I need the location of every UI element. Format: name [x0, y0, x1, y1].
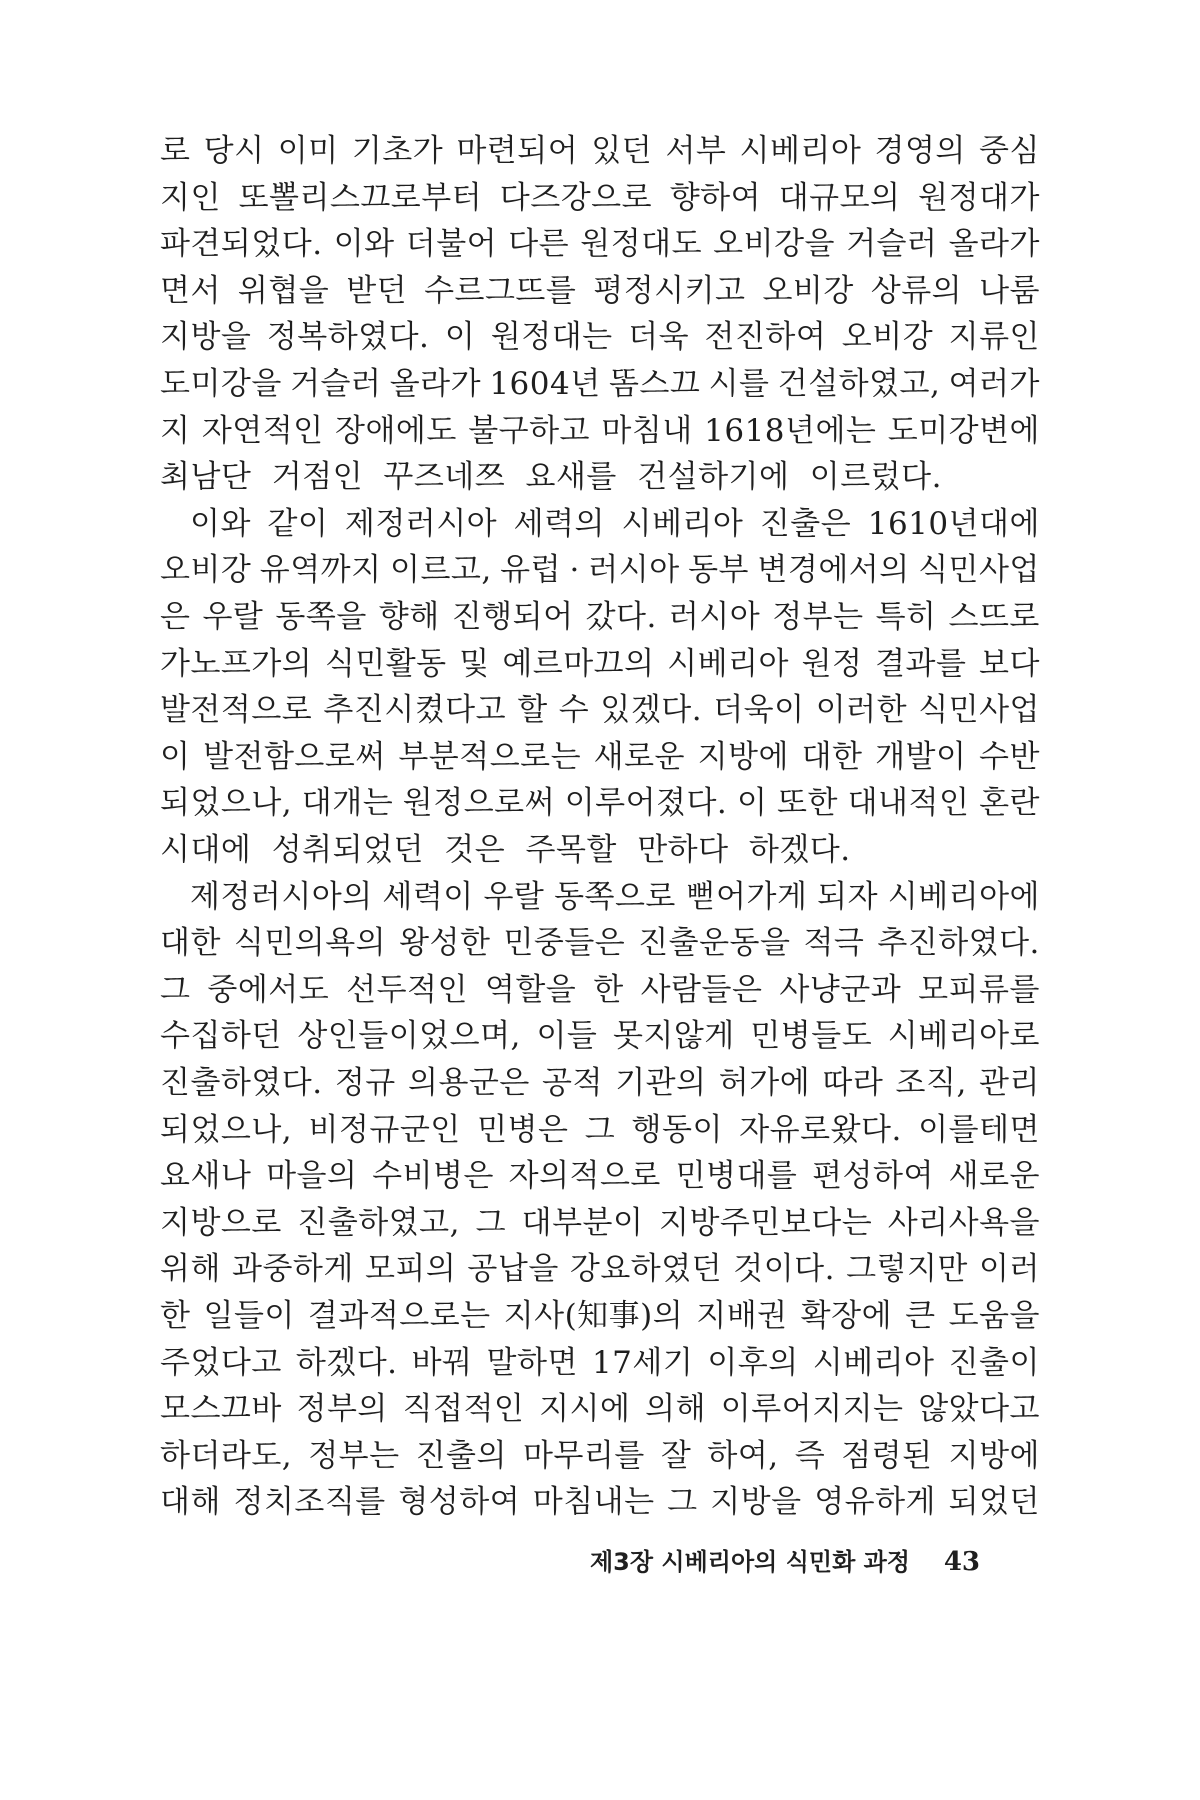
word: 및 — [459, 645, 490, 682]
word: 바꿔 — [411, 1344, 473, 1381]
word: 과중하게 — [232, 1251, 354, 1288]
word: 잘 — [660, 1437, 692, 1474]
word: 이미 — [277, 133, 339, 169]
word: 진출하였고, — [297, 1204, 460, 1241]
word: 것이다. — [733, 1251, 835, 1288]
word: 유역까지 — [259, 552, 382, 589]
word: 도움을 — [948, 1298, 1040, 1334]
word: 위협을 — [237, 272, 330, 309]
word: 대한 — [801, 738, 863, 775]
text-line — [160, 1060, 1040, 1106]
word: 시베리아로 — [887, 1018, 1040, 1055]
word: 이 — [736, 785, 768, 822]
word: 즉 — [794, 1437, 826, 1474]
text-line — [160, 1200, 1040, 1246]
word: 새로운 — [948, 1158, 1040, 1195]
word: 17세기 — [591, 1344, 694, 1381]
word: 이루어졌다. — [564, 785, 728, 822]
word: 다즈강으로 — [499, 179, 653, 216]
word: 오비강 — [160, 552, 252, 589]
word: 이르고, — [390, 552, 492, 589]
word: 진출은 — [759, 505, 852, 542]
word: 다른 — [508, 226, 570, 263]
word: 향해 — [378, 599, 440, 635]
word: 나룸 — [979, 272, 1040, 309]
word: 이를테면 — [918, 1111, 1040, 1148]
word: 그렇지만 — [846, 1251, 968, 1288]
word: 행동이 — [631, 1111, 723, 1148]
text-line — [160, 1340, 1040, 1386]
word: 지방에 — [948, 1437, 1040, 1474]
word: 정규 — [334, 1065, 396, 1101]
word: 수비병은 — [372, 1158, 494, 1195]
word: 지방으로 — [160, 1204, 282, 1241]
word: 시베리아 — [621, 505, 744, 542]
word: 서부 — [665, 133, 727, 169]
word: 진출하였다. — [160, 1065, 323, 1101]
word: 따라 — [822, 1065, 884, 1101]
word: 요새나 — [160, 1158, 252, 1195]
word: 모피류를 — [918, 971, 1040, 1008]
word: 대개는 — [301, 785, 394, 822]
word: 도미강변에 — [887, 412, 1040, 449]
word: 이러 — [979, 1251, 1040, 1288]
word: 그 — [160, 971, 191, 1008]
word: 기초가 — [351, 133, 444, 169]
word: 하여, — [707, 1437, 779, 1474]
word: 정치조직를 — [233, 1484, 386, 1521]
word: 지방을 — [710, 1484, 802, 1521]
word: 혼란 — [979, 785, 1040, 822]
word: 일들이 — [203, 1298, 295, 1334]
word: 세력이 — [382, 878, 474, 915]
word: 자연적인 — [201, 412, 324, 449]
word: 지사(知事)의 — [503, 1298, 684, 1334]
word: 되었으나, — [160, 1111, 293, 1148]
word: 시베리아 — [739, 133, 862, 169]
text-line — [160, 967, 1040, 1013]
word: 마침내 — [601, 412, 693, 449]
word: 민병들도 — [750, 1018, 873, 1055]
word: 마련되어 — [456, 133, 579, 169]
word: 똠스끄 — [608, 366, 701, 402]
word: 스뜨로 — [948, 599, 1040, 635]
word: 원정으로써 — [402, 785, 556, 822]
word: 거슬러 — [846, 226, 938, 263]
word: 상류의 — [870, 272, 963, 309]
word: 올라가 — [948, 226, 1040, 263]
word: 할 — [517, 692, 548, 729]
word: 시베리아에 — [887, 878, 1040, 915]
word: 수 — [558, 692, 590, 729]
word: 새로운 — [593, 738, 685, 775]
word: 지배권 — [696, 1298, 788, 1334]
word: 원정대도 — [580, 226, 703, 263]
word: 의해 — [645, 1391, 707, 1428]
word: 한 — [593, 971, 624, 1008]
word: 원정대는 — [490, 319, 613, 356]
word: 러시아 — [668, 599, 761, 635]
word: 이후의 — [707, 1344, 799, 1381]
word: 마을의 — [266, 1158, 358, 1195]
word: 모스끄바 — [160, 1391, 282, 1428]
text-line — [160, 501, 1040, 547]
word: 않았다고 — [918, 1391, 1040, 1428]
text-line — [160, 314, 1040, 360]
text-line: 최남단 거점인 꾸즈네쯔 요새를 건설하기에 이르렀다. — [160, 459, 942, 496]
word: 형성하여 — [398, 1484, 521, 1521]
word: 대해 — [160, 1484, 221, 1521]
word: 또한 — [777, 785, 838, 822]
word: 지방에 — [697, 738, 789, 775]
word: 가노프가의 — [160, 645, 313, 682]
word: 마무리를 — [523, 1437, 645, 1474]
word: 특히 — [875, 599, 937, 635]
word: 관리 — [979, 1065, 1040, 1101]
word: 정부는 — [308, 1437, 400, 1474]
word: 은 — [160, 599, 191, 635]
word: 확장에 — [800, 1298, 893, 1334]
text-line — [160, 1107, 1040, 1153]
text-line — [160, 780, 1040, 826]
word: 대한 — [160, 925, 221, 962]
word: 오비강 — [841, 319, 934, 356]
word: 동쪽으로 — [554, 878, 676, 915]
word: 식민활동 — [324, 645, 447, 682]
word: 제정러시아의 — [190, 878, 373, 915]
word: 직접적인 — [402, 1391, 525, 1428]
word: 이와 — [190, 505, 251, 542]
text-line — [160, 547, 1040, 593]
text-line — [160, 1293, 1040, 1339]
word: 결과적으로는 — [307, 1298, 491, 1334]
text-line — [160, 687, 1040, 733]
word: 민중들은 — [503, 925, 626, 962]
word: 그 — [584, 1111, 616, 1148]
word: 원정 — [801, 645, 863, 682]
word: 강요하였던 — [569, 1251, 723, 1288]
word: 이 — [160, 738, 191, 775]
text-line — [160, 175, 1040, 221]
word: 지시에 — [539, 1391, 631, 1428]
word: 경영의 — [874, 133, 966, 169]
word: 큰 — [905, 1298, 936, 1334]
word: 중에서도 — [207, 971, 330, 1008]
word: 시베리아 — [812, 1344, 935, 1381]
text-line — [160, 1246, 1040, 1292]
word: 변경에서의 — [757, 552, 910, 589]
text-line — [160, 361, 1040, 407]
word: 그 — [475, 1204, 507, 1241]
word: 점령된 — [841, 1437, 933, 1474]
word: 보다 — [979, 645, 1040, 682]
word: 상인들이었으며, — [297, 1018, 521, 1055]
word: 우랄 — [483, 878, 545, 915]
text-line — [160, 1433, 1040, 1479]
word: 지방을 — [160, 319, 252, 356]
chapter-title: 제3장 시베리아의 식민화 과정 — [590, 1548, 910, 1576]
word: 동부 — [688, 552, 749, 589]
word: 향하여 — [669, 179, 762, 216]
word: 수르그뜨를 — [424, 272, 577, 309]
text-line — [160, 268, 1040, 314]
word: 지방주민보다는 — [659, 1204, 873, 1241]
word: 편성하여 — [812, 1158, 934, 1195]
word: 못지않게 — [612, 1018, 735, 1055]
word: 정부의 — [296, 1391, 388, 1428]
text-line — [160, 1479, 1040, 1525]
word: 1610년대에 — [867, 505, 1040, 542]
word: 이루어지지는 — [720, 1391, 904, 1428]
word: 올라가 — [389, 366, 482, 402]
word: 대규모의 — [778, 179, 901, 216]
word: 왕성한 — [399, 925, 491, 962]
word: 불구하고 — [468, 412, 591, 449]
word: 대부분이 — [521, 1204, 644, 1241]
word: 이러한 — [815, 692, 908, 729]
word: 우랄 — [202, 599, 264, 635]
word: 도미강을 — [160, 366, 282, 402]
word: 예르마끄의 — [502, 645, 655, 682]
word: 하겠다. — [295, 1344, 398, 1381]
word: 더욱 — [628, 319, 690, 356]
word: 그 — [667, 1484, 698, 1521]
word: 추진시켰다고 — [323, 692, 507, 729]
word: 파견되었다. — [160, 226, 323, 263]
word: 러시아 — [588, 552, 680, 589]
word: 거슬러 — [290, 366, 382, 402]
word: 사냥군과 — [779, 971, 902, 1008]
word: 이들 — [536, 1018, 598, 1055]
word: 있겠다. — [600, 692, 703, 729]
running-footer — [590, 1540, 980, 1584]
word: 동쪽을 — [275, 599, 367, 635]
word: 제정러시아 — [344, 505, 498, 542]
word: 1618년에는 — [704, 412, 877, 449]
word: 의용군은 — [408, 1065, 530, 1101]
word: 비정규군인 — [308, 1111, 461, 1148]
word: 말하면 — [486, 1344, 578, 1381]
word: 사람들은 — [640, 971, 763, 1008]
word: 또뽈리스끄로부터 — [238, 179, 483, 216]
word: 되었던 — [948, 1484, 1040, 1521]
word: 건설하였고, — [777, 366, 941, 402]
word: 진행되어 — [451, 599, 574, 635]
word: 더욱이 — [713, 692, 805, 729]
word: · — [569, 552, 580, 589]
word: 평정시키고 — [593, 272, 746, 309]
word: 주었다고 — [160, 1344, 282, 1381]
text-line — [160, 594, 1040, 640]
word: 마침내는 — [532, 1484, 655, 1521]
word: 결과를 — [875, 645, 967, 682]
word: 원정대가 — [918, 179, 1040, 216]
word: 전진하여 — [704, 319, 827, 356]
word: 받던 — [346, 272, 408, 309]
word: 중심 — [979, 133, 1040, 169]
word: 지 — [160, 412, 191, 449]
word: 지류인 — [948, 319, 1040, 356]
word: 식민사업 — [918, 552, 1040, 589]
word: 민병대를 — [675, 1158, 798, 1195]
word: 식민사업 — [918, 692, 1040, 729]
word: 되자 — [817, 878, 879, 915]
word: 당시 — [203, 133, 265, 169]
word: 더불어 — [405, 226, 498, 263]
word: 이 — [444, 319, 476, 356]
text-line: 시대에 성취되었던 것은 주목할 만하다 하겠다. — [160, 832, 851, 868]
word: 진출이 — [948, 1344, 1040, 1381]
word: 오비강 — [762, 272, 854, 309]
word: 시를 — [708, 366, 770, 402]
word: 발전적으로 — [160, 692, 313, 729]
word: 세력의 — [513, 505, 605, 542]
word: 민병은 — [477, 1111, 569, 1148]
word: 시베리아 — [667, 645, 789, 682]
word: 역할을 — [484, 971, 577, 1008]
word: 면서 — [160, 272, 221, 309]
word: 지인 — [160, 179, 221, 216]
word: 공적 — [542, 1065, 603, 1101]
text-line — [160, 1153, 1040, 1199]
word: 같이 — [267, 505, 329, 542]
word: 발전함으로써 — [203, 738, 386, 775]
word: 이와 — [333, 226, 395, 263]
word: 개발이 — [875, 738, 967, 775]
word: 1604년 — [489, 366, 601, 402]
word: 유럽 — [500, 552, 562, 589]
word: 갔다. — [585, 599, 657, 635]
word: 진출운동을 — [638, 925, 791, 962]
word: 자유로왔다. — [739, 1111, 902, 1148]
word: 사리사욕을 — [887, 1204, 1040, 1241]
text-line — [160, 641, 1040, 687]
text-line — [160, 408, 1040, 454]
word: 자의적으로 — [508, 1158, 661, 1195]
word: 공납을 — [467, 1251, 559, 1288]
word: 장애에도 — [335, 412, 457, 449]
word: 선두적인 — [346, 971, 468, 1008]
text-line — [160, 221, 1040, 267]
word: 위해 — [160, 1251, 221, 1288]
word: 한 — [160, 1298, 191, 1334]
text-line — [160, 128, 1040, 174]
word: 로 — [160, 133, 191, 169]
text-line — [160, 920, 1040, 966]
page-number: 43 — [943, 1547, 980, 1577]
word: 허가에 — [718, 1065, 811, 1101]
word: 대내적인 — [847, 785, 970, 822]
word: 수집하던 — [160, 1018, 282, 1055]
text-line — [160, 1386, 1040, 1432]
text-line — [160, 1013, 1040, 1059]
word: 조직, — [895, 1065, 967, 1101]
word: 추진하였다. — [877, 925, 1040, 962]
word: 식민의욕의 — [233, 925, 387, 962]
word: 모피의 — [364, 1251, 457, 1288]
word: 하더라도, — [160, 1437, 293, 1474]
word: 여러가 — [948, 366, 1040, 402]
word: 부분적으로는 — [398, 738, 582, 775]
text-line — [160, 734, 1040, 780]
word: 정복하였다. — [266, 319, 430, 356]
word: 영유하게 — [814, 1484, 936, 1521]
word: 기관의 — [615, 1065, 707, 1101]
word: 진출의 — [415, 1437, 507, 1474]
word: 수반 — [979, 738, 1040, 775]
word: 오비강을 — [713, 226, 835, 263]
word: 뻗어가게 — [685, 878, 808, 915]
word: 적극 — [803, 925, 865, 962]
word: 있던 — [591, 133, 653, 169]
word: 정부는 — [772, 599, 864, 635]
word: 되었으나, — [160, 785, 293, 822]
text-line — [160, 874, 1040, 920]
